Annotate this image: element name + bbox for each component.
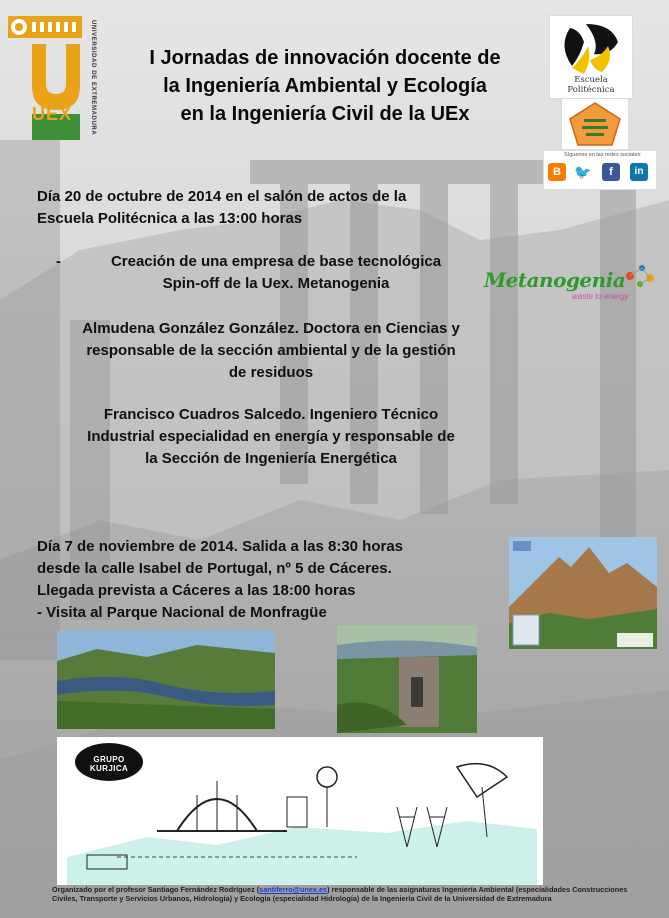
infrastructure-drawing-icon <box>57 737 543 885</box>
title-line: I Jornadas de innovación docente de <box>149 47 501 69</box>
blogger-icon[interactable]: B <box>548 163 566 181</box>
day1-line: Día 20 de octubre de 2014 en el salón de actos de la <box>37 188 407 205</box>
speaker2-line: Francisco Cuadros Salcedo. Ingeniero Técnico <box>103 406 439 423</box>
day2-line: Día 7 de noviembre de 2014. Salida a las 8:30 horas <box>37 538 404 555</box>
metanogenia-name: Metanogenia <box>484 268 626 292</box>
speaker1-line: Almudena González González. Doctora en Ciencias y <box>82 320 460 337</box>
day1-line: Escuela Politécnica a las 13:00 horas <box>37 210 303 227</box>
title-line: en la Ingeniería Civil de la UEx <box>180 103 470 125</box>
pentagon-icon <box>562 99 628 149</box>
monfrague-map-photo <box>509 537 657 649</box>
metanogenia-tagline: waste to energy <box>572 292 629 301</box>
speaker2-line: Industrial especialidad en energía y responsable de <box>87 428 455 445</box>
day2-line: Llegada prevista a Cáceres a las 18:00 horas <box>37 582 356 599</box>
social-links <box>543 150 657 190</box>
title-line: la Ingeniería Ambiental y Ecología <box>163 75 487 97</box>
linkedin-icon[interactable]: in <box>630 163 648 181</box>
grupo-label: GRUPO KURJICA <box>89 755 129 773</box>
footer-suffix: ) responsable de las asignaturas Ingeniería Ambiental (especialidades Construcciones Civiles, Transporte y Servicios Urbanos, Hidrología) y Ecología (especialidad Hidrología) de la Ingeniería Civil de la Universidad de Extremadura <box>52 885 628 903</box>
talk-line: Spin-off de la Uex. Metanogenia <box>162 275 390 292</box>
day2-line: desde la calle Isabel de Portugal, nº 5 de Cáceres. <box>37 560 392 577</box>
speaker1-info <box>36 318 506 384</box>
metanogenia-logo <box>482 262 660 306</box>
organizer-email-link[interactable]: santiferro@unex.es <box>259 885 328 894</box>
speaker2-info <box>36 404 506 470</box>
twitter-icon[interactable]: 🐦 <box>574 164 592 180</box>
day2-line: - Visita al Parque Nacional de Monfragüe <box>37 604 327 621</box>
castle-tower-photo <box>337 625 477 733</box>
talk-info <box>56 251 496 295</box>
page-title <box>100 44 550 128</box>
uex-logo-text: UEX <box>32 104 73 124</box>
facebook-icon[interactable]: f <box>602 163 620 181</box>
footer-prefix: Organizado por el profesor Santiago Fernández Rodríguez ( <box>52 885 260 894</box>
engineering-illustration <box>57 737 543 885</box>
molecule-icon <box>622 262 658 290</box>
day2-info <box>37 536 497 624</box>
talk-line: Creación de una empresa de base tecnológica <box>110 253 442 270</box>
pentagon-logo <box>561 98 629 150</box>
speaker2-line: la Sección de Ingeniería Energética <box>145 450 397 467</box>
river-landscape-photo <box>57 631 275 729</box>
footer-credits <box>52 886 642 903</box>
escuela-label: Escuela Politécnica <box>567 75 615 95</box>
day1-info <box>37 186 507 230</box>
speaker1-line: responsable de la sección ambiental y de la gestión <box>86 342 456 359</box>
escuela-politecnica-logo <box>549 15 633 99</box>
uex-vertical-text: UNIVERSIDAD DE EXTREMADURA <box>90 20 96 136</box>
social-label: Síguenos en las redes sociales: <box>564 152 642 158</box>
talk-dash: - <box>56 253 61 270</box>
speaker1-line: de residuos <box>228 364 314 381</box>
